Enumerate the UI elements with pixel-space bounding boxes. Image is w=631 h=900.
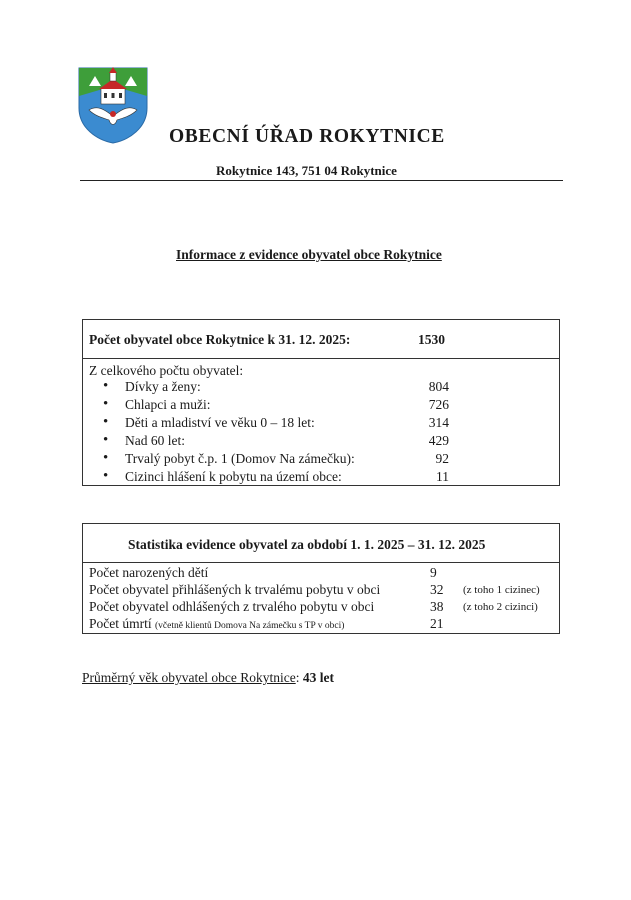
office-address: Rokytnice 143, 751 04 Rokytnice: [216, 163, 397, 178]
statistics-row-label: Počet obyvatel odhlášených z trvalého pobytu v obci: [89, 599, 375, 614]
population-total-label: Počet obyvatel obce Rokytnice k 31. 12. 2025:: [89, 332, 351, 347]
office-title: OBECNÍ ÚŘAD ROKYTNICE: [169, 126, 445, 147]
population-table: [82, 319, 560, 486]
average-age-value: 43 let: [302, 670, 334, 685]
bullet-icon: •: [103, 468, 109, 484]
population-row: [83, 451, 559, 469]
bullet-icon: •: [103, 396, 109, 412]
bullet-icon: •: [103, 414, 109, 430]
bullet-icon: •: [103, 432, 109, 448]
average-age: [82, 670, 334, 686]
population-row-label: Nad 60 let:: [125, 433, 185, 448]
population-row-label: Děti a mladiství ve věku 0 – 18 let:: [125, 415, 315, 430]
population-row: [83, 379, 559, 397]
statistics-row-value: 21: [430, 616, 444, 631]
population-row-value: 804: [428, 379, 449, 394]
population-row-value: 314: [428, 415, 449, 430]
average-age-separator: :: [295, 670, 303, 685]
population-row: [83, 433, 559, 451]
population-total-value: 1530: [418, 332, 445, 347]
statistics-row-note: (z toho 2 cizinci): [463, 601, 538, 613]
population-row-label: Cizinci hlášení k pobytu na území obce:: [125, 469, 342, 484]
population-subheading: Z celkového počtu obyvatel:: [89, 363, 244, 378]
population-table-header: [83, 320, 559, 359]
population-row-value: 11: [436, 469, 449, 484]
statistics-row-value: 32: [430, 582, 444, 597]
population-row: [83, 397, 559, 415]
statistics-heading: Statistika evidence obyvatel za období 1. 1. 2025 – 31. 12. 2025: [128, 537, 486, 552]
average-age-label: Průměrný věk obyvatel obce Rokytnice: [82, 670, 296, 685]
statistics-row-note: (z toho 1 cizinec): [463, 584, 540, 596]
statistics-row-value: 9: [430, 565, 437, 580]
population-row-label: Dívky a ženy:: [125, 379, 201, 394]
bullet-icon: •: [103, 378, 109, 394]
statistics-row: [83, 582, 559, 599]
population-row: [83, 415, 559, 433]
bullet-icon: •: [103, 450, 109, 466]
document-heading: Informace z evidence obyvatel obce Rokytnice: [176, 247, 442, 262]
statistics-table: [82, 523, 560, 634]
statistics-row-label: Počet obyvatel přihlášených k trvalému pobytu v obci: [89, 582, 381, 597]
statistics-row-label: Počet úmrtí (včetně klientů Domova Na zámečku s TP v obci): [89, 616, 345, 631]
statistics-row-label: Počet narozených dětí: [89, 565, 209, 580]
population-row-label: Chlapci a muži:: [125, 397, 211, 412]
population-row-value: 92: [435, 451, 449, 466]
population-row-value: 429: [428, 433, 449, 448]
population-row-value: 726: [428, 397, 449, 412]
statistics-row-value: 38: [430, 599, 444, 614]
statistics-row: [83, 599, 559, 616]
statistics-table-header: [83, 524, 559, 563]
coat-of-arms-icon: [77, 66, 149, 144]
header-divider: [80, 180, 563, 181]
statistics-row: [83, 616, 559, 633]
population-row-label: Trvalý pobyt č.p. 1 (Domov Na zámečku):: [125, 451, 355, 466]
statistics-row: [83, 565, 559, 582]
population-row: [83, 469, 559, 487]
